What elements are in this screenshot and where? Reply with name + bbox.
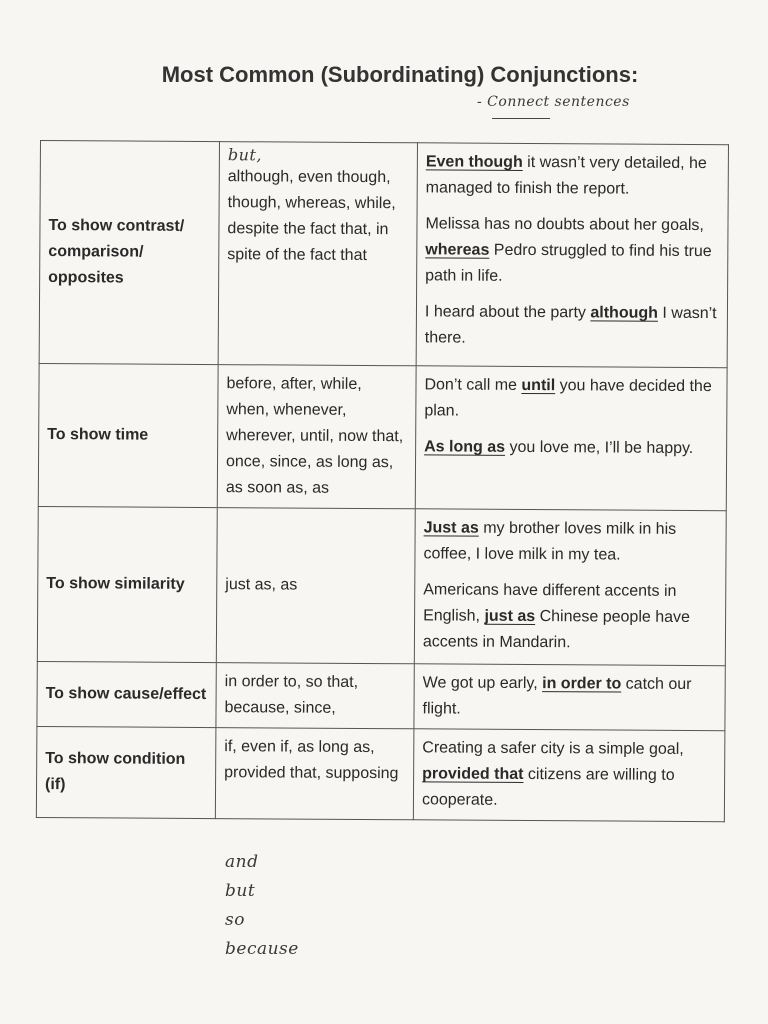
example-sentence: Even though it wasn’t very detailed, he managed to finish the report.: [425, 153, 707, 198]
conjunction-keyword: As long as: [424, 438, 506, 456]
examples-cell: [413, 729, 725, 822]
category-cell: To show cause/effect: [37, 661, 216, 727]
example-sentence: Just as my brother loves milk in his coffee, I love milk in my tea.: [423, 519, 677, 564]
table-row-similarity: [37, 506, 726, 665]
handwritten-word-list: [225, 848, 299, 964]
conjunction-keyword: just as: [484, 607, 536, 626]
category-cell: To show time: [38, 363, 218, 507]
table-row-condition: [36, 726, 725, 821]
example-sentence: Melissa has no doubts about her goals, whereas Pedro struggled to find his true path in life.: [425, 215, 712, 285]
handwritten-title-note: - Connect sentences: [477, 94, 630, 110]
conjunctions-table: [36, 140, 729, 822]
conjunction-list-cell: before, after, while, when, whenever, wherever, until, now that, once, since, as long as, as soon as, as: [217, 365, 416, 509]
example-sentence: I heard about the party although I wasn’t there.: [424, 303, 717, 347]
conjunction-list-cell: [218, 142, 417, 366]
example-sentence: As long as you love me, I’ll be happy.: [424, 438, 694, 457]
example-sentence: Creating a safer city is a simple goal, provided that citizens are willing to cooperate.: [421, 739, 684, 809]
handwritten-word: because: [225, 939, 299, 959]
handwritten-word: so: [225, 910, 245, 930]
examples-cell: [414, 664, 725, 731]
handwritten-word: and: [225, 852, 259, 872]
handwritten-underline: [492, 118, 550, 119]
conjunction-keyword: provided that: [422, 765, 524, 783]
examples-cell: [416, 143, 728, 368]
conjunction-list-cell: just as, as: [216, 508, 415, 664]
conjunction-list-cell: if, even if, as long as, provided that, supposing: [215, 728, 414, 820]
conjunction-keyword: although: [590, 304, 659, 322]
handwritten-list-note: but,: [227, 145, 263, 165]
handwritten-word: but: [225, 881, 256, 901]
table-row-time: [38, 363, 727, 510]
conjunction-keyword: Even though: [425, 153, 523, 171]
conjunction-list: although, even though, though, whereas, while, despite the fact that, in spite of the fact that: [227, 168, 396, 264]
page-title: Most Common (Subordinating) Conjunctions:: [161, 62, 639, 87]
conjunction-list-cell: in order to, so that, because, since,: [216, 663, 414, 729]
table-row-contrast: [39, 141, 728, 368]
example-sentence: We got up early, in order to catch our flight.: [422, 674, 692, 718]
conjunction-keyword: until: [521, 376, 556, 395]
category-cell: To show contrast/ comparison/ opposites: [39, 141, 219, 365]
example-sentence: Americans have different accents in English, just as Chinese people have accents in Mandarin.: [422, 581, 690, 652]
conjunction-keyword: whereas: [425, 241, 490, 259]
category-cell: To show condition (if): [36, 726, 216, 818]
table-row-cause-effect: [37, 661, 725, 730]
examples-cell: [414, 509, 726, 666]
examples-cell: [415, 366, 727, 511]
conjunction-keyword: in order to: [542, 675, 622, 693]
category-cell: To show similarity: [37, 506, 217, 662]
example-sentence: Don’t call me until you have decided the plan.: [424, 376, 712, 420]
conjunction-keyword: Just as: [423, 519, 479, 537]
